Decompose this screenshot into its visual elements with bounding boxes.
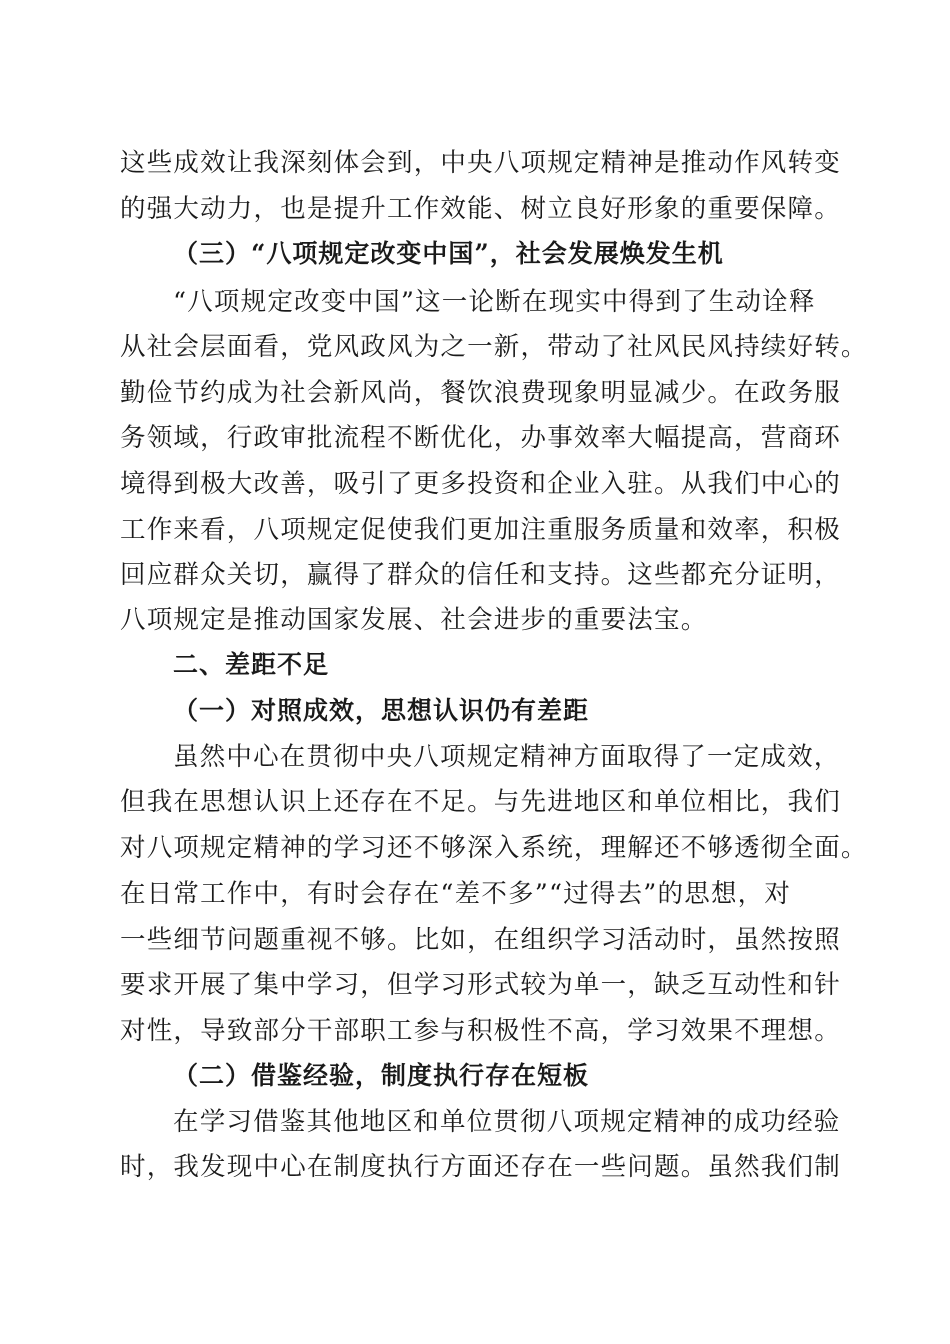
paragraph-line: 务领域，行政审批流程不断优化，办事效率大幅提高，营商环 bbox=[120, 423, 841, 453]
paragraph-line: 时，我发现中心在制度执行方面还存在一些问题。虽然我们制 bbox=[120, 1152, 841, 1182]
paragraph-line: 工作来看，八项规定促使我们更加注重服务质量和效率，积极 bbox=[120, 515, 841, 545]
paragraph-line: 境得到极大改善，吸引了更多投资和企业入驻。从我们中心的 bbox=[120, 469, 841, 499]
subheading-2: （二）借鉴经验，制度执行存在短板 bbox=[173, 1061, 590, 1090]
paragraph-line: 的强大动力，也是提升工作效能、树立良好形象的重要保障。 bbox=[120, 194, 841, 224]
paragraph-line: 在日常工作中，有时会存在“差不多”“过得去”的思想，对 bbox=[120, 879, 792, 909]
paragraph-line: 对八项规定精神的学习还不够深入系统，理解还不够透彻全面。 bbox=[120, 833, 868, 863]
paragraph-line: 回应群众关切，赢得了群众的信任和支持。这些都充分证明， bbox=[120, 560, 841, 590]
paragraph-line: 在学习借鉴其他地区和单位贯彻八项规定精神的成功经验 bbox=[173, 1107, 841, 1137]
paragraph-line: 虽然中心在贯彻中央八项规定精神方面取得了一定成效， bbox=[173, 742, 841, 772]
paragraph-line: 但我在思想认识上还存在不足。与先进地区和单位相比，我们 bbox=[120, 787, 841, 817]
subheading-3: （三）“八项规定改变中国”，社会发展焕发生机 bbox=[173, 239, 724, 268]
paragraph-line: 要求开展了集中学习，但学习形式较为单一，缺乏互动性和针 bbox=[120, 970, 841, 1000]
paragraph-line: 勤俭节约成为社会新风尚，餐饮浪费现象明显减少。在政务服 bbox=[120, 378, 841, 408]
subheading-1: （一）对照成效，思想认识仍有差距 bbox=[173, 696, 590, 725]
paragraph-line: 八项规定是推动国家发展、社会进步的重要法宝。 bbox=[120, 605, 708, 635]
paragraph-line: “八项规定改变中国”这一论断在现实中得到了生动诠释 bbox=[173, 287, 816, 317]
paragraph-line: 对性，导致部分干部职工参与积极性不高，学习效果不理想。 bbox=[120, 1016, 841, 1046]
paragraph-line: 一些细节问题重视不够。比如，在组织学习活动时，虽然按照 bbox=[120, 925, 841, 955]
paragraph-line: 这些成效让我深刻体会到，中央八项规定精神是推动作风转变 bbox=[120, 148, 841, 178]
section-heading-2: 二、差距不足 bbox=[173, 650, 330, 679]
paragraph-line: 从社会层面看，党风政风为之一新，带动了社风民风持续好转。 bbox=[120, 332, 868, 362]
